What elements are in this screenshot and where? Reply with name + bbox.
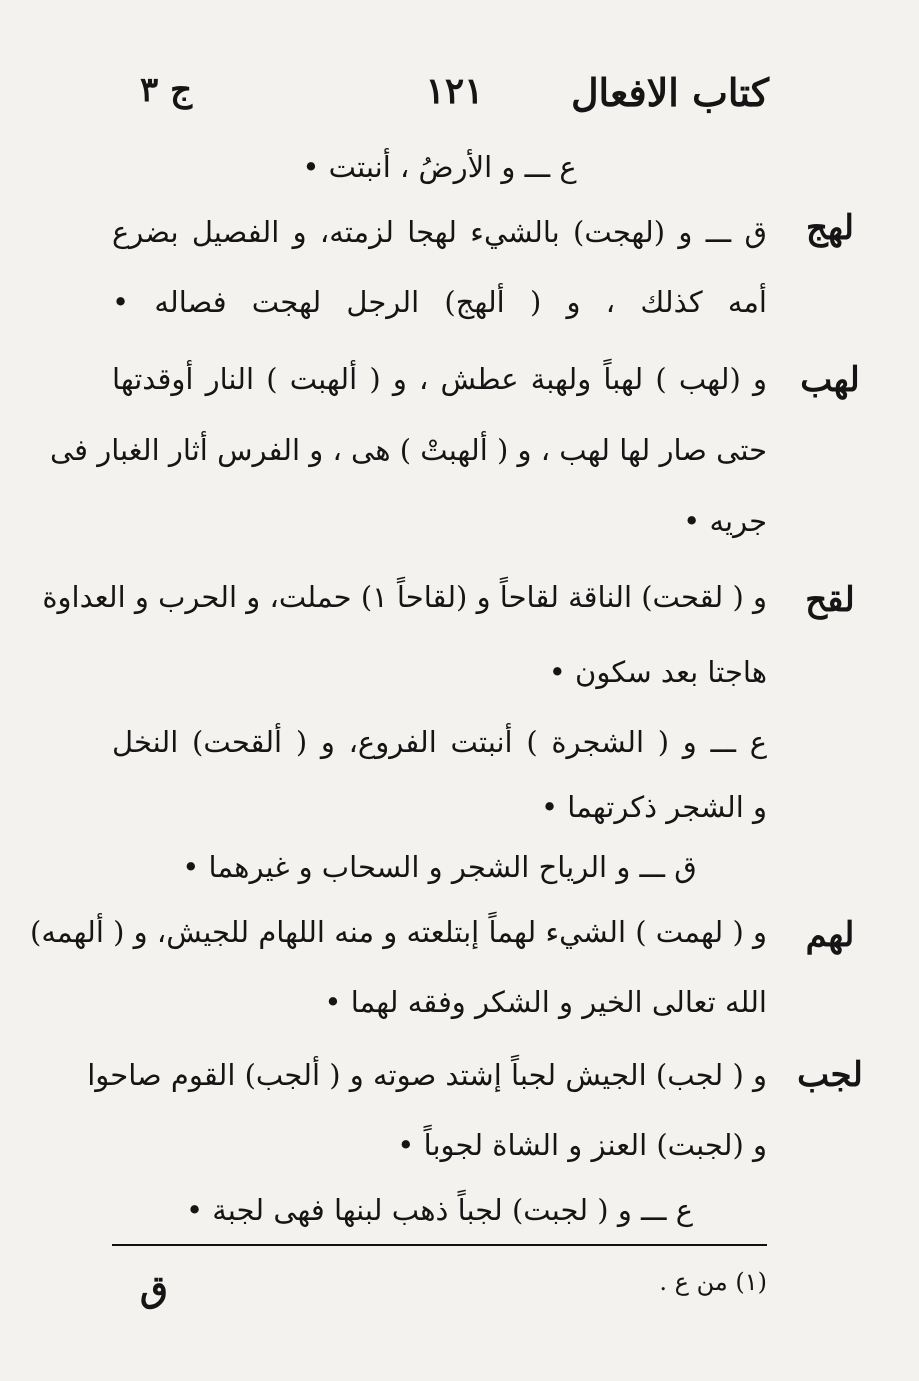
headword-lhm: لهم [805,915,855,955]
book-title: كتاب الافعال [570,70,769,115]
text-line: و ( لهمت ) الشيء لهماً إبتلعته و منه اللهام للجيش، و ( ألهمه) [30,915,767,949]
footnote: (١) من ع . [659,1268,767,1296]
text-line: ع ـــ و ( لجبت) لجباً ذهب لبنها فهى لجبة • [185,1193,694,1227]
text-line: ع ـــ و ( الشجرة ) أنبتت الفروع، و ( ألقحت) النخل [112,725,767,759]
text-line: أمه كذلك ، و ( ألهج) الرجل لهجت فصاله • [112,285,767,319]
page-header [140,70,769,120]
text-line: جريه • [683,504,767,538]
headword-lqh: لقح [805,580,855,620]
text-line: الله تعالى الخير و الشكر وفقه لهما • [324,985,767,1019]
text-line: و (لهب ) لهباً ولهبة عطش ، و ( ألهبت ) النار أوقدتها [112,362,767,396]
footnote-divider [112,1244,767,1246]
text-line: حتى صار لها لهب ، و ( ألهبتْ ) هى ، و الفرس أثار الغبار فى [49,433,767,467]
text-line: ق ـــ و الرياح الشجر و السحاب و غيرهما • [182,850,697,884]
text-line: و ( لقحت) الناقة لقاحاً و (لقاحاً ١) حملت، و الحرب و العداوة [42,580,767,614]
text-line: و الشجر ذكرتهما • [540,790,767,824]
text-line: و (لجبت) العنز و الشاة لجوباً • [397,1128,767,1162]
text-line: ق ـــ و (لهجت) بالشيء لهجا لزمته، و الفصيل بضرع [112,215,767,249]
text-line: ع ـــ و الأرضُ ، أنبتت • [302,150,577,184]
signature-mark: ق [140,1268,168,1310]
headword-ljb: لجب [797,1055,863,1095]
text-line: هاجتا بعد سكون • [548,655,767,689]
volume-label: ج ٣ [140,70,193,110]
headword-lhj: لهج [806,208,854,248]
headword-lhb: لهب [800,360,860,400]
page-number: ١٢١ [425,70,484,112]
text-line: و ( لجب) الجيش لجباً إشتد صوته و ( ألجب) القوم صاحوا [87,1058,767,1092]
